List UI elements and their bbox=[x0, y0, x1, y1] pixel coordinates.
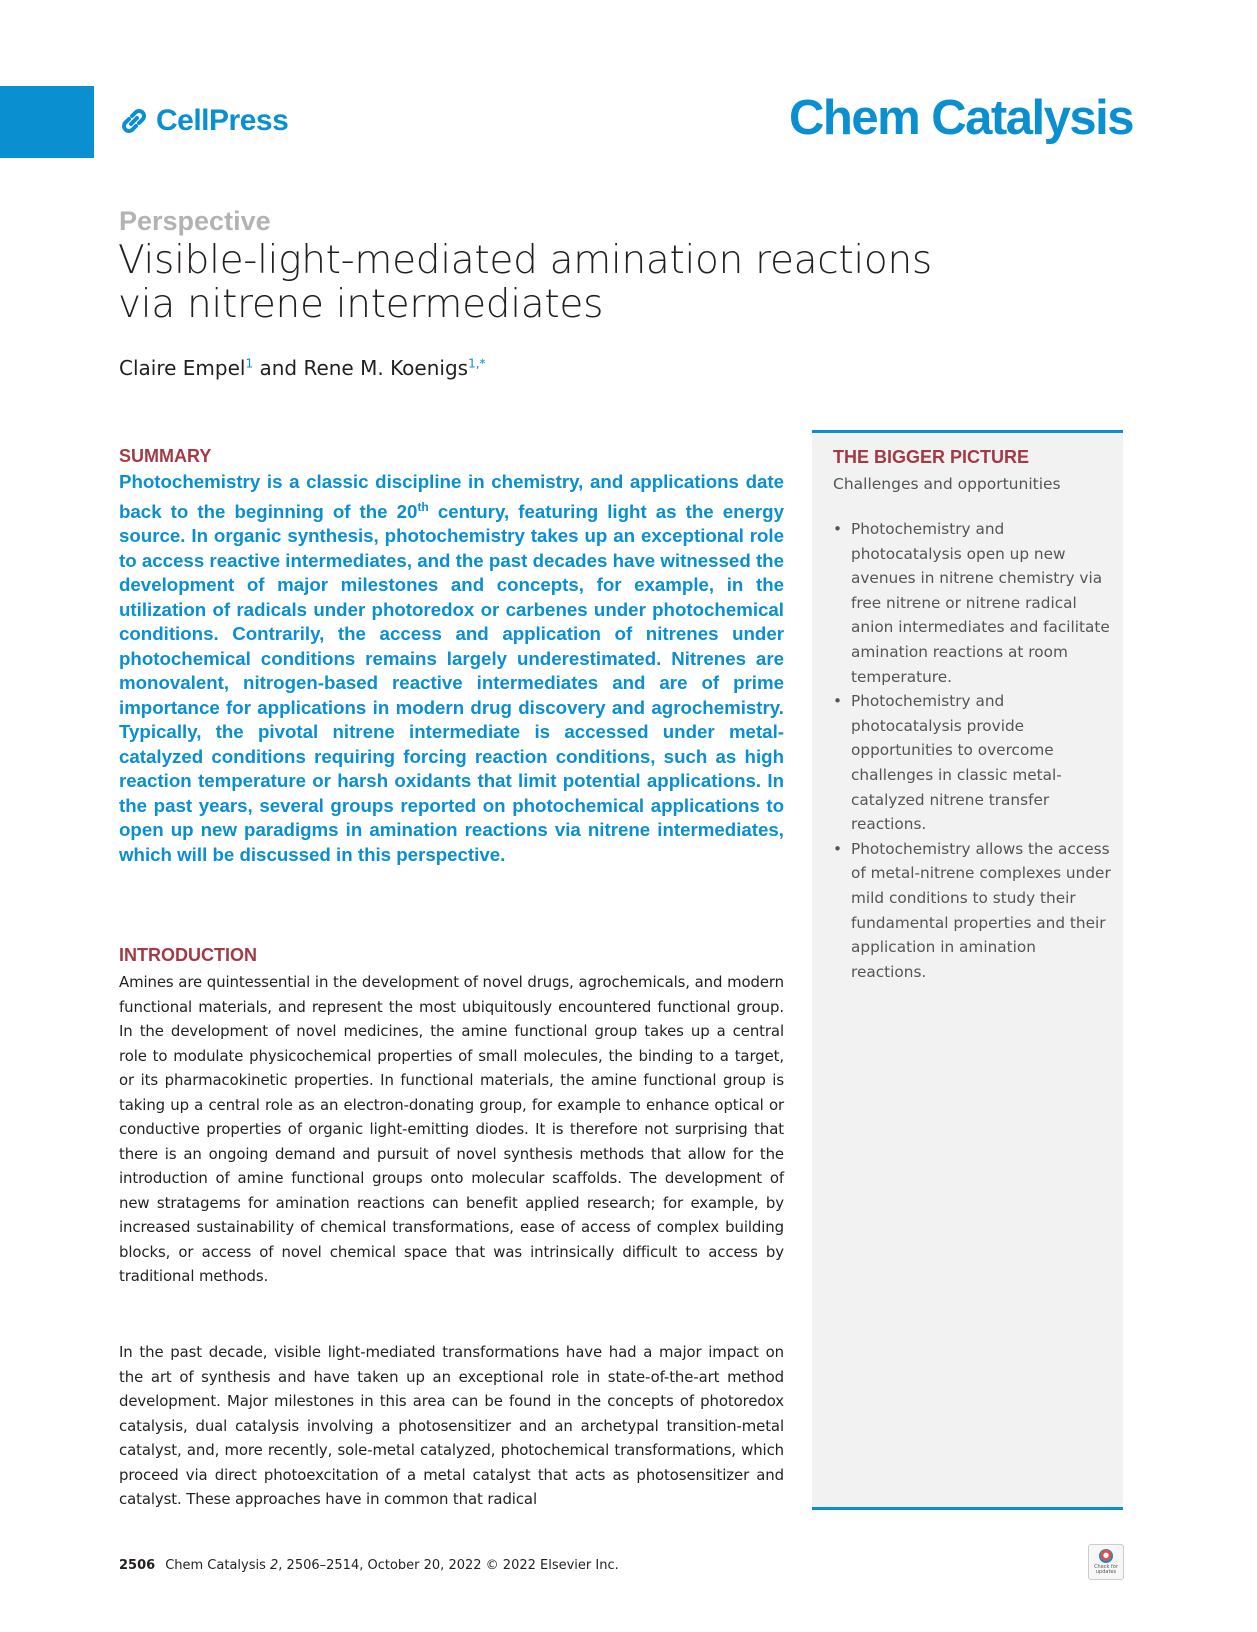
bigger-picture-list bbox=[833, 517, 1111, 984]
cellpress-link-icon bbox=[118, 105, 150, 137]
summary-heading: SUMMARY bbox=[119, 446, 212, 466]
check-for-updates-badge[interactable] bbox=[1088, 1544, 1124, 1580]
summary-text bbox=[119, 470, 784, 867]
article-type: Perspective bbox=[119, 206, 271, 236]
page-footer bbox=[119, 1558, 619, 1573]
article-title-line-1: Visible-light-mediated amination reactions bbox=[118, 238, 932, 283]
body-paragraph: Amines are quintessential in the development of novel drugs, agrochemicals, and modern functional materials, and represent the most ubiquitously encountered functional group. In the development of novel medicines, the amine functional group takes up a central role to modulate physicochemical properties of small molecules, the binding to a target, or its pharmacokinetic properties. In functional materials, the amine functional group is taking up a central role as an electron-donating group, for example to enhance optical or conductive properties of organic light-emitting diodes. It is therefore not surprising that there is an ongoing demand and pursuit of novel synthesis methods that allow for the introduction of amine functional groups onto molecular scaffolds. The development of new stratagems for amination reactions can benefit applied research; for example, by increased sustainability of chemical transformations, ease of access of complex building blocks, or access of novel chemical space that was intrinsically difficult to access by traditional methods. bbox=[119, 973, 784, 1285]
affiliation-marker[interactable]: 1,* bbox=[468, 356, 486, 371]
page-number: 2506 bbox=[119, 1558, 156, 1573]
bullet-item: • Photochemistry allows the access of metal-nitrene complexes under mild conditions to study their fundamental properties and their application in amination reactions. bbox=[833, 837, 1111, 985]
bigger-picture-subtitle: Challenges and opportunities bbox=[833, 475, 1061, 493]
check-for-updates-label: Check for updates bbox=[1094, 1564, 1118, 1575]
citation-text: , 2506–2514, October 20, 2022 © 2022 Elsevier Inc. bbox=[278, 1558, 619, 1573]
bigger-picture-box bbox=[812, 430, 1123, 1510]
introduction-heading: INTRODUCTION bbox=[119, 945, 257, 965]
brand-color-block bbox=[0, 86, 94, 158]
article-title bbox=[118, 239, 938, 327]
article-title-line-2: via nitrene intermediates bbox=[118, 282, 604, 327]
summary-text-part: century, featuring light as the energy source. In organic synthesis, photochemistry takes up an exceptional role to access reactive intermediates, and the past decades have witnessed the development of major milestones and concepts, for example, in the utilization of radicals under photoredox or carbenes under photochemical conditions. Contrarily, the access and application of nitrenes under photochemical conditions remains largely underestimated. Nitrenes are monovalent, nitrogen-based reactive intermediates and are of prime importance for applications in modern drug discovery and agrochemistry. Typically, the pivotal nitrene intermediate is accessed under metal-catalyzed conditions requiring forcing reaction conditions, such as high reaction temperature or harsh oxidants that limit potential applications. In the past years, several groups reported on photochemical applications to open up new paradigms in amination reactions via nitrene intermediates, which will be discussed in this perspective. bbox=[119, 500, 784, 865]
author-name[interactable]: Rene M. Koenigs bbox=[303, 356, 469, 380]
bigger-picture-heading: THE BIGGER PICTURE bbox=[833, 447, 1030, 467]
citation-volume: 2 bbox=[270, 1558, 279, 1573]
citation-text: Chem Catalysis bbox=[165, 1558, 270, 1573]
check-for-updates-icon bbox=[1099, 1549, 1113, 1563]
cellpress-logo[interactable] bbox=[118, 104, 288, 138]
author-list bbox=[119, 356, 486, 380]
bullet-item: • Photochemistry and photocatalysis open up new avenues in nitrene chemistry via free nitrene or nitrene radical anion intermediates and facilitate amination reactions at room temperature. bbox=[833, 517, 1111, 689]
author-name[interactable]: Claire Empel bbox=[119, 356, 246, 380]
affiliation-marker[interactable]: 1 bbox=[245, 356, 254, 371]
journal-title[interactable]: Chem Catalysis bbox=[789, 91, 1133, 145]
body-paragraph: In the past decade, visible light-mediated transformations have had a major impact on the art of synthesis and have taken up an exceptional role in state-of-the-art method development. Major milestones in this area can be found in the concepts of photoredox catalysis, dual catalysis involving a photosensitizer and an archetypal transition-metal catalyst, and, more recently, sole-metal catalyzed, photochemical transformations, which proceed via direct photoexcitation of a metal catalyst that acts as photosensitizer and catalyst. These approaches have in common that radical bbox=[119, 1343, 784, 1508]
cellpress-logo-text: CellPress bbox=[156, 104, 289, 137]
summary-text-part: Photochemistry is a classic discipline in chemistry, and applications date back to the beginning of the 20 bbox=[119, 471, 784, 522]
author-separator: and bbox=[253, 356, 304, 380]
bullet-item: • Photochemistry and photocatalysis provide opportunities to overcome challenges in classic metal-catalyzed nitrene transfer reactions. bbox=[833, 689, 1111, 837]
summary-superscript: th bbox=[417, 499, 429, 514]
